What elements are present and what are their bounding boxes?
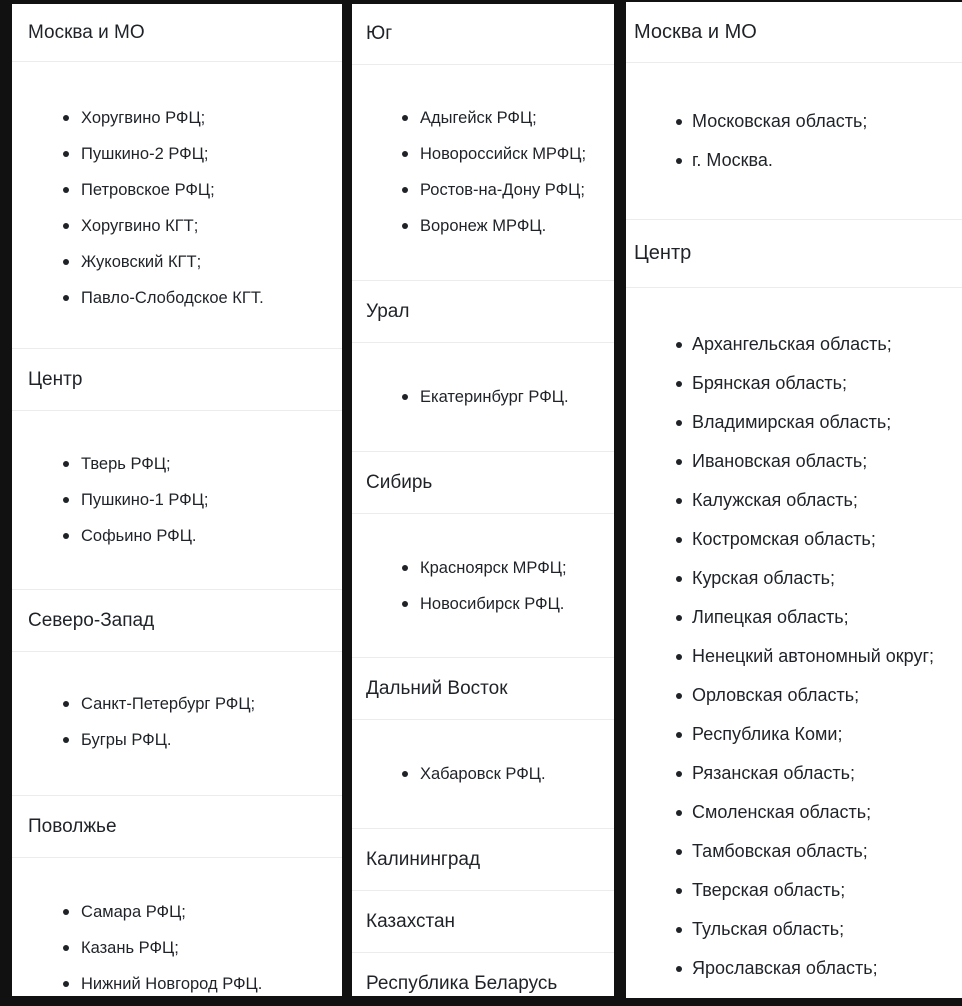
list-item: Ярославская область; [626, 949, 962, 988]
bullet-icon [63, 115, 69, 121]
bullet-icon [63, 295, 69, 301]
list-item: Бугры РФЦ. [12, 722, 342, 758]
section-header-center[interactable] [12, 349, 342, 411]
section-header-kaliningrad[interactable] [352, 829, 614, 891]
list-item: Воронеж МРФЦ. [352, 208, 614, 244]
region-list-panel [626, 2, 962, 998]
list-item: Хоругвино КГТ; [12, 208, 342, 244]
list-item: Новороссийск МРФЦ; [352, 136, 614, 172]
bullet-icon [63, 981, 69, 987]
list-item: Нижний Новгород РФЦ. [12, 966, 342, 996]
bullet-icon [402, 565, 408, 571]
bullet-icon [676, 810, 682, 816]
section-title: Поволжье [28, 815, 117, 837]
bullet-icon [63, 259, 69, 265]
list-item: Республика Коми; [626, 715, 962, 754]
section-header-south[interactable] [352, 4, 614, 65]
section-body-center [12, 411, 342, 590]
section-body-volga [12, 858, 342, 996]
section-header-moscow[interactable] [626, 2, 962, 63]
bullet-icon [402, 115, 408, 121]
section-header-moscow[interactable] [12, 4, 342, 62]
list-item: Владимирская область; [626, 403, 962, 442]
list-item: Орловская область; [626, 676, 962, 715]
section-header-volga[interactable] [12, 796, 342, 858]
section-body-siberia [352, 514, 614, 658]
section-title: Центр [28, 368, 83, 390]
bullet-icon [676, 381, 682, 387]
bullet-icon [676, 771, 682, 777]
section-body-far-east [352, 720, 614, 829]
list-item: Тамбовская область; [626, 832, 962, 871]
bullet-icon [63, 497, 69, 503]
bullet-icon [676, 693, 682, 699]
bullet-icon [676, 498, 682, 504]
list-item: Калужская область; [626, 481, 962, 520]
bullet-icon [402, 601, 408, 607]
section-header-belarus[interactable] [352, 953, 614, 996]
bullet-icon [676, 342, 682, 348]
section-body-ural [352, 343, 614, 452]
list-item: Курская область; [626, 559, 962, 598]
list-item: Петровское РФЦ; [12, 172, 342, 208]
section-title: Сибирь [366, 471, 433, 493]
list-item: Новосибирск РФЦ. [352, 586, 614, 622]
section-title: Юг [366, 23, 393, 44]
section-title: Казахстан [366, 910, 456, 932]
bullet-icon [402, 394, 408, 400]
section-title: Калининград [366, 848, 481, 870]
section-title: Урал [366, 300, 410, 322]
section-body-south [352, 65, 614, 281]
bullet-icon [676, 927, 682, 933]
bullet-icon [676, 459, 682, 465]
list-item: Екатеринбург РФЦ. [352, 379, 614, 415]
list-item: Казань РФЦ; [12, 930, 342, 966]
warehouse-list-panel [12, 4, 342, 996]
list-item: Архангельская область; [626, 325, 962, 364]
bullet-icon [63, 187, 69, 193]
list-item: Ростов-на-Дону РФЦ; [352, 172, 614, 208]
list-item: Ненецкий автономный округ; [626, 637, 962, 676]
bullet-icon [676, 849, 682, 855]
section-header-northwest[interactable] [12, 590, 342, 652]
bullet-icon [63, 701, 69, 707]
bullet-icon [676, 888, 682, 894]
bullet-icon [676, 119, 682, 125]
section-body-moscow [12, 62, 342, 349]
list-item: Софьино РФЦ. [12, 518, 342, 554]
bullet-icon [676, 576, 682, 582]
section-header-far-east[interactable] [352, 658, 614, 720]
list-item: Хабаровск РФЦ. [352, 756, 614, 792]
list-item: Московская область; [626, 102, 962, 141]
section-title: Дальний Восток [366, 677, 508, 699]
bullet-icon [402, 771, 408, 777]
list-item: Жуковский КГТ; [12, 244, 342, 280]
list-item: Самара РФЦ; [12, 894, 342, 930]
bullet-icon [63, 151, 69, 157]
bullet-icon [402, 187, 408, 193]
section-header-siberia[interactable] [352, 452, 614, 514]
bullet-icon [63, 223, 69, 229]
list-item: Адыгейск РФЦ; [352, 100, 614, 136]
bullet-icon [63, 945, 69, 951]
bullet-icon [676, 420, 682, 426]
list-item: Тверь РФЦ; [12, 446, 342, 482]
section-body-northwest [12, 652, 342, 796]
bullet-icon [402, 151, 408, 157]
bullet-icon [63, 737, 69, 743]
list-item: Пушкино-2 РФЦ; [12, 136, 342, 172]
list-item: Тульская область; [626, 910, 962, 949]
list-item: Ивановская область; [626, 442, 962, 481]
bullet-icon [63, 461, 69, 467]
list-item: Павло-Слободское КГТ. [12, 280, 342, 316]
section-title: Москва и МО [28, 21, 145, 43]
section-body-moscow [626, 63, 962, 220]
section-header-ural[interactable] [352, 281, 614, 343]
section-title: Центр [634, 242, 692, 264]
bullet-icon [676, 537, 682, 543]
list-item: Красноярск МРФЦ; [352, 550, 614, 586]
bullet-icon [676, 158, 682, 164]
list-item: Смоленская область; [626, 793, 962, 832]
section-title: Республика Беларусь [366, 973, 558, 994]
list-item: Рязанская область; [626, 754, 962, 793]
section-header-center[interactable] [626, 220, 962, 288]
list-item: г. Москва. [626, 141, 962, 180]
list-item: Санкт-Петербург РФЦ; [12, 686, 342, 722]
bullet-icon [676, 615, 682, 621]
list-item: Липецкая область; [626, 598, 962, 637]
section-body-center [626, 288, 962, 998]
warehouse-list-panel-2 [352, 4, 614, 996]
bullet-icon [63, 909, 69, 915]
list-item: Пушкино-1 РФЦ; [12, 482, 342, 518]
bullet-icon [676, 654, 682, 660]
bullet-icon [63, 533, 69, 539]
section-title: Москва и МО [634, 20, 757, 43]
bullet-icon [402, 223, 408, 229]
list-item: Хоругвино РФЦ; [12, 100, 342, 136]
section-title: Северо-Запад [28, 609, 155, 631]
list-item: Брянская область; [626, 364, 962, 403]
section-header-kazakhstan[interactable] [352, 891, 614, 953]
list-item: Тверская область; [626, 871, 962, 910]
bullet-icon [676, 966, 682, 972]
list-item: Костромская область; [626, 520, 962, 559]
bullet-icon [676, 732, 682, 738]
